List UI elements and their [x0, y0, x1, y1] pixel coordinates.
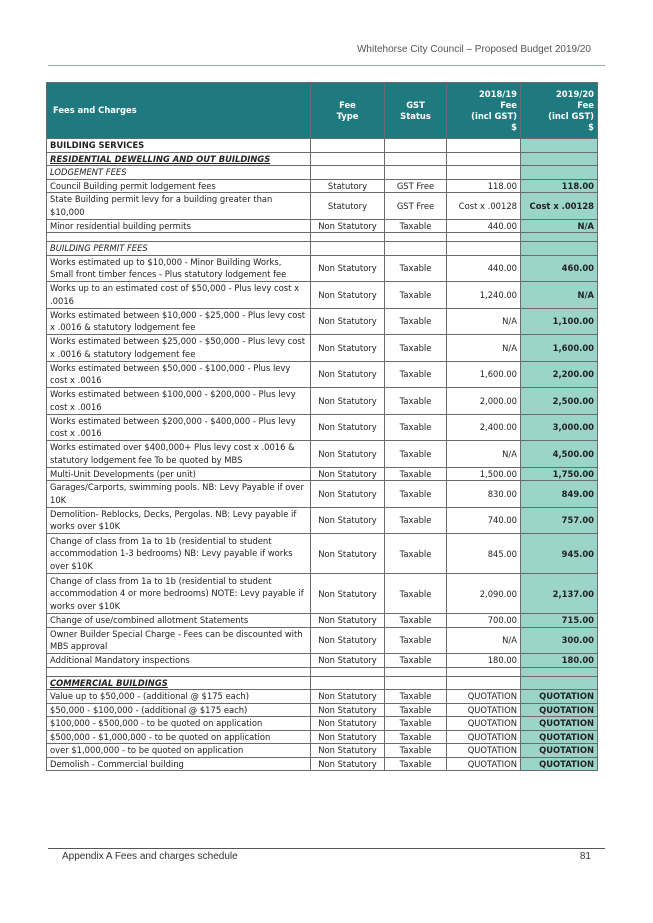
cell-description: BUILDING SERVICES	[47, 139, 311, 153]
table-row	[47, 730, 598, 744]
cell-description: Works estimated between $10,000 - $25,000 - Plus levy cost x .0016 & statutory lodgement fee	[47, 308, 311, 335]
cell-fee-type: Non Statutory	[311, 744, 385, 758]
cell-fee-2019-20: 300.00	[521, 627, 598, 654]
table-row	[47, 667, 598, 676]
cell-fee-type	[311, 166, 385, 180]
cell-fee-2018-19: QUOTATION	[447, 703, 521, 717]
table-row	[47, 717, 598, 731]
cell-description: $500,000 - $1,000,000 - to be quoted on application	[47, 730, 311, 744]
table-row	[47, 308, 598, 335]
cell-fee-2018-19: 1,240.00	[447, 282, 521, 309]
cell-fee-2018-19	[447, 242, 521, 256]
cell-fee-2019-20: 715.00	[521, 614, 598, 628]
table-row	[47, 193, 598, 220]
table-row	[47, 703, 598, 717]
cell-description: Works estimated between $200,000 - $400,000 - Plus levy cost x .0016	[47, 414, 311, 441]
cell-fee-2018-19: 1,600.00	[447, 361, 521, 388]
cell-fee-2018-19	[447, 233, 521, 242]
cell-description	[47, 667, 311, 676]
cell-fee-2019-20: 1,750.00	[521, 467, 598, 481]
cell-description: Owner Builder Special Charge - Fees can be discounted with MBS approval	[47, 627, 311, 654]
cell-fee-2019-20	[521, 676, 598, 690]
cell-gst-status	[385, 667, 447, 676]
cell-description: Works estimated over $400,000+ Plus levy cost x .0016 & statutory lodgement fee To be quoted by MBS	[47, 441, 311, 468]
cell-gst-status: Taxable	[385, 614, 447, 628]
cell-fee-type: Non Statutory	[311, 219, 385, 233]
cell-description: Works estimated between $100,000 - $200,000 - Plus levy cost x .0016	[47, 388, 311, 415]
cell-fee-2018-19: QUOTATION	[447, 744, 521, 758]
cell-fee-type	[311, 667, 385, 676]
cell-fee-type: Non Statutory	[311, 717, 385, 731]
cell-fee-type: Non Statutory	[311, 335, 385, 362]
table-header-row	[47, 83, 598, 139]
cell-fee-type: Non Statutory	[311, 654, 385, 668]
cell-fee-type	[311, 233, 385, 242]
cell-fee-2019-20: QUOTATION	[521, 730, 598, 744]
cell-fee-2019-20: 3,000.00	[521, 414, 598, 441]
cell-fee-type: Non Statutory	[311, 703, 385, 717]
cell-fee-2018-19	[447, 676, 521, 690]
cell-description: COMMERCIAL BUILDINGS	[47, 676, 311, 690]
cell-fee-2019-20: 4,500.00	[521, 441, 598, 468]
table-row	[47, 233, 598, 242]
cell-fee-type: Non Statutory	[311, 282, 385, 309]
cell-gst-status: Taxable	[385, 507, 447, 534]
cell-description: Works estimated between $50,000 - $100,000 - Plus levy cost x .0016	[47, 361, 311, 388]
table-row	[47, 676, 598, 690]
cell-description: Value up to $50,000 - (additional @ $175 each)	[47, 690, 311, 704]
cell-fee-2018-19	[447, 667, 521, 676]
cell-fee-2019-20: 180.00	[521, 654, 598, 668]
table-row	[47, 441, 598, 468]
cell-description: Change of class from 1a to 1b (residential to student accommodation 1-3 bedrooms) NB: Levy payable if works over $10K	[47, 534, 311, 574]
table-row	[47, 481, 598, 508]
cell-fee-2019-20: Cost x .00128	[521, 193, 598, 220]
cell-description: Change of class from 1a to 1b (residential to student accommodation 4 or more bedrooms) NOTE: Levy payable if works over $10K	[47, 574, 311, 614]
cell-gst-status: Taxable	[385, 282, 447, 309]
cell-description: Council Building permit lodgement fees	[47, 179, 311, 193]
cell-gst-status: Taxable	[385, 335, 447, 362]
cell-gst-status: Taxable	[385, 388, 447, 415]
table-row	[47, 335, 598, 362]
cell-fee-type: Non Statutory	[311, 481, 385, 508]
cell-gst-status: Taxable	[385, 690, 447, 704]
table-row	[47, 388, 598, 415]
cell-fee-2018-19: QUOTATION	[447, 717, 521, 731]
document-header-title: Whitehorse City Council – Proposed Budget 2019/20	[356, 44, 591, 55]
cell-description: Garages/Carports, swimming pools. NB: Levy Payable if over 10K	[47, 481, 311, 508]
cell-fee-2019-20: QUOTATION	[521, 757, 598, 771]
header-fees-and-charges: Fees and Charges	[47, 83, 311, 139]
header-fee-type: Fee Type	[311, 83, 385, 139]
cell-fee-type	[311, 139, 385, 153]
cell-fee-type: Non Statutory	[311, 361, 385, 388]
cell-fee-2018-19: 2,400.00	[447, 414, 521, 441]
cell-gst-status: Taxable	[385, 717, 447, 731]
cell-fee-type: Non Statutory	[311, 534, 385, 574]
cell-description: $100,000 - $500,000 - to be quoted on application	[47, 717, 311, 731]
cell-fee-type: Non Statutory	[311, 414, 385, 441]
cell-fee-2018-19: QUOTATION	[447, 757, 521, 771]
cell-description: Change of use/combined allotment Statements	[47, 614, 311, 628]
cell-description: Works up to an estimated cost of $50,000 - Plus levy cost x .0016	[47, 282, 311, 309]
cell-fee-type	[311, 676, 385, 690]
cell-gst-status	[385, 166, 447, 180]
cell-fee-2018-19: QUOTATION	[447, 730, 521, 744]
cell-fee-type: Non Statutory	[311, 441, 385, 468]
cell-gst-status: Taxable	[385, 757, 447, 771]
cell-fee-2019-20: N/A	[521, 219, 598, 233]
cell-fee-2019-20	[521, 233, 598, 242]
table-row	[47, 242, 598, 256]
cell-fee-2019-20: 1,100.00	[521, 308, 598, 335]
cell-fee-type: Non Statutory	[311, 757, 385, 771]
table-row	[47, 361, 598, 388]
cell-description: Minor residential building permits	[47, 219, 311, 233]
cell-gst-status: Taxable	[385, 361, 447, 388]
cell-fee-2018-19	[447, 139, 521, 153]
cell-fee-2018-19: QUOTATION	[447, 690, 521, 704]
table-row	[47, 507, 598, 534]
cell-gst-status: Taxable	[385, 481, 447, 508]
header-divider	[48, 65, 605, 66]
cell-gst-status: Taxable	[385, 730, 447, 744]
fees-and-charges-table	[46, 82, 598, 771]
cell-fee-2019-20: 2,137.00	[521, 574, 598, 614]
cell-fee-2018-19: 830.00	[447, 481, 521, 508]
cell-fee-type	[311, 152, 385, 166]
cell-description: Works estimated between $25,000 - $50,000 - Plus levy cost x .0016 & statutory lodgement fee	[47, 335, 311, 362]
cell-gst-status: Taxable	[385, 467, 447, 481]
table-row	[47, 744, 598, 758]
footer-page-number: 81	[579, 851, 591, 862]
cell-fee-type: Non Statutory	[311, 308, 385, 335]
table-row	[47, 614, 598, 628]
cell-description: Works estimated up to $10,000 - Minor Building Works, Small front timber fences - Plus statutory lodgement fee	[47, 255, 311, 282]
cell-fee-2018-19: 845.00	[447, 534, 521, 574]
cell-fee-2019-20	[521, 242, 598, 256]
cell-fee-2019-20: 2,200.00	[521, 361, 598, 388]
table-row	[47, 152, 598, 166]
cell-fee-2018-19: 180.00	[447, 654, 521, 668]
table-row	[47, 219, 598, 233]
cell-fee-type: Non Statutory	[311, 627, 385, 654]
cell-gst-status: Taxable	[385, 414, 447, 441]
cell-fee-type: Non Statutory	[311, 690, 385, 704]
cell-gst-status: Taxable	[385, 703, 447, 717]
cell-fee-type: Non Statutory	[311, 467, 385, 481]
cell-fee-2018-19	[447, 152, 521, 166]
cell-description: $50,000 - $100,000 - (additional @ $175 each)	[47, 703, 311, 717]
cell-gst-status: Taxable	[385, 627, 447, 654]
table-row	[47, 414, 598, 441]
table-row	[47, 757, 598, 771]
cell-description: BUILDING PERMIT FEES	[47, 242, 311, 256]
cell-fee-2019-20: 849.00	[521, 481, 598, 508]
table-row	[47, 690, 598, 704]
cell-gst-status: GST Free	[385, 193, 447, 220]
cell-fee-2019-20: 2,500.00	[521, 388, 598, 415]
cell-fee-2018-19: 1,500.00	[447, 467, 521, 481]
cell-fee-2018-19: 440.00	[447, 219, 521, 233]
footer-appendix-title: Appendix A Fees and charges schedule	[62, 851, 238, 862]
cell-description: LODGEMENT FEES	[47, 166, 311, 180]
cell-gst-status: Taxable	[385, 308, 447, 335]
cell-fee-type: Non Statutory	[311, 255, 385, 282]
table-row	[47, 534, 598, 574]
cell-fee-2019-20: N/A	[521, 282, 598, 309]
cell-gst-status: GST Free	[385, 179, 447, 193]
cell-gst-status	[385, 152, 447, 166]
table-row	[47, 574, 598, 614]
cell-fee-2018-19: 2,000.00	[447, 388, 521, 415]
cell-gst-status	[385, 233, 447, 242]
cell-fee-2019-20: 757.00	[521, 507, 598, 534]
cell-fee-2019-20	[521, 139, 598, 153]
fees-table-body	[47, 139, 598, 771]
cell-description: State Building permit levy for a building greater than $10,000	[47, 193, 311, 220]
cell-gst-status: Taxable	[385, 654, 447, 668]
cell-fee-2019-20: 118.00	[521, 179, 598, 193]
cell-fee-type: Statutory	[311, 193, 385, 220]
cell-fee-type: Non Statutory	[311, 388, 385, 415]
cell-gst-status: Taxable	[385, 574, 447, 614]
cell-gst-status	[385, 139, 447, 153]
cell-description: RESIDENTIAL DEWELLING AND OUT BUILDINGS	[47, 152, 311, 166]
cell-gst-status: Taxable	[385, 441, 447, 468]
cell-fee-2018-19: N/A	[447, 308, 521, 335]
header-fee-2019-20: 2019/20 Fee (incl GST) $	[521, 83, 598, 139]
cell-fee-2019-20	[521, 166, 598, 180]
table-row	[47, 654, 598, 668]
cell-description: Demolish - Commercial building	[47, 757, 311, 771]
cell-fee-2019-20: 945.00	[521, 534, 598, 574]
cell-fee-type: Non Statutory	[311, 574, 385, 614]
cell-fee-2018-19: N/A	[447, 441, 521, 468]
cell-fee-type: Non Statutory	[311, 614, 385, 628]
header-fee-2018-19: 2018/19 Fee (incl GST) $	[447, 83, 521, 139]
cell-fee-2018-19: 700.00	[447, 614, 521, 628]
table-row	[47, 139, 598, 153]
cell-fee-2018-19: Cost x .00128	[447, 193, 521, 220]
cell-fee-2019-20: QUOTATION	[521, 717, 598, 731]
cell-fee-2019-20: 1,600.00	[521, 335, 598, 362]
cell-fee-2018-19: 740.00	[447, 507, 521, 534]
cell-gst-status	[385, 676, 447, 690]
cell-description: Additional Mandatory inspections	[47, 654, 311, 668]
cell-fee-2019-20: 460.00	[521, 255, 598, 282]
cell-gst-status	[385, 242, 447, 256]
cell-fee-2019-20: QUOTATION	[521, 690, 598, 704]
cell-fee-2019-20: QUOTATION	[521, 744, 598, 758]
cell-fee-2019-20	[521, 152, 598, 166]
cell-fee-2018-19: 2,090.00	[447, 574, 521, 614]
table-row	[47, 627, 598, 654]
cell-fee-2018-19	[447, 166, 521, 180]
table-row	[47, 166, 598, 180]
cell-fee-2019-20	[521, 667, 598, 676]
cell-description: Demolition- Reblocks, Decks, Pergolas. NB: Levy payable if works over $10K	[47, 507, 311, 534]
cell-fee-2018-19: 118.00	[447, 179, 521, 193]
cell-fee-2018-19: 440.00	[447, 255, 521, 282]
cell-gst-status: Taxable	[385, 534, 447, 574]
cell-description: Multi-Unit Developments (per unit)	[47, 467, 311, 481]
cell-fee-2018-19: N/A	[447, 335, 521, 362]
cell-gst-status: Taxable	[385, 744, 447, 758]
header-gst-status: GST Status	[385, 83, 447, 139]
cell-description: over $1,000,000 - to be quoted on application	[47, 744, 311, 758]
table-row	[47, 255, 598, 282]
footer-divider	[48, 848, 605, 849]
table-row	[47, 467, 598, 481]
cell-fee-type: Non Statutory	[311, 730, 385, 744]
cell-fee-type	[311, 242, 385, 256]
table-row	[47, 282, 598, 309]
cell-fee-type: Statutory	[311, 179, 385, 193]
cell-fee-2019-20: QUOTATION	[521, 703, 598, 717]
table-row	[47, 179, 598, 193]
cell-gst-status: Taxable	[385, 219, 447, 233]
cell-description	[47, 233, 311, 242]
cell-gst-status: Taxable	[385, 255, 447, 282]
cell-fee-2018-19: N/A	[447, 627, 521, 654]
cell-fee-type: Non Statutory	[311, 507, 385, 534]
